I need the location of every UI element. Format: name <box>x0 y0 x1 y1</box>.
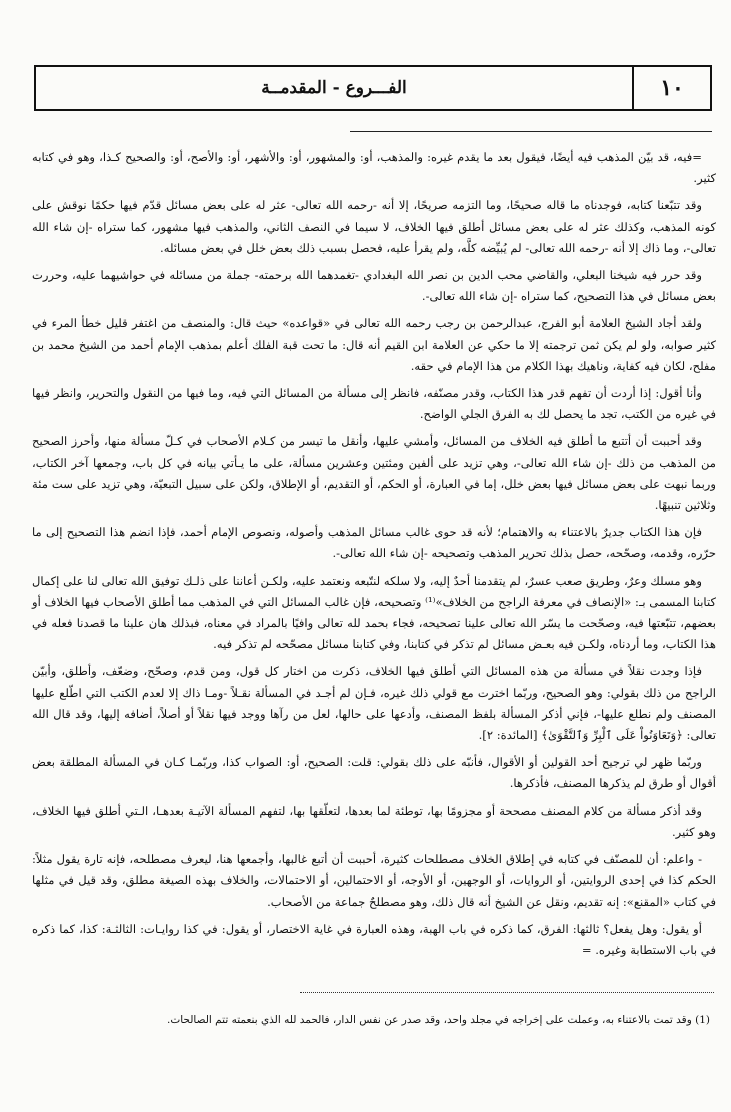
paragraph: ولقد أجاد الشيخ العلامة أبو الفرج، عبدالرحمن بن رجب رحمه الله تعالى في «قواعده» حيث قال: والمنصف من اغتفر قليل خطأ المرء في كثير صوابه، ولو لم يكن ثمن ترجمته إلا ما حكي عن العلامة ابن القيم أنه قال: ما تحت قبة الفلك أعلم بمذهب الإمام أحمد من الشيخ محمد بن مفلح، لكان فيه كفاية، وناهيك بهذا الكلام من هذا الإمام في حقه. <box>32 316 716 373</box>
footnote-separator <box>300 992 714 993</box>
paragraph: =فيه، قد بيّن المذهب فيه أيضًا، فيقول بعد ما يقدم غيره: والمذهب، أو: والمشهور، أو: والأشهر، أو: والأصح، أو: والصحيح كـذا، وهو في كتابه كثير. <box>32 150 716 186</box>
paragraph: وقد أحببت أن أتتبع ما أطلق فيه الخلاف من المسائل، وأمشي عليها، وأنقل ما تيسر من كـلام الأصحاب في كـلّ مسألة منها، وأحرز الصحيح من المذهب من ذلك -إن شاء الله تعالى-، وهي تزيد على ألفين ومئتين وعشرين مسألة، على ما يـأتي بيانه في كل باب، وجمعها آخر الكتاب، وربما نبهت على بعض مسائل فيها بعض خلل، إما في العبارة، أو الحكم، أو التقديم، أو الإطلاق، ولكن على سبيل التبعيّة، وهي تزيد على ست مئة وثلاثين تنبيهًا. <box>32 434 716 513</box>
footnote: (1) وقد تمت بالاعتناء به، وعملت على إخراجه في مجلد واحد، وقد صدر عن نفس الدار، فالحمد لله الذي بنعمته تتم الصالحات. <box>167 1014 710 1026</box>
body-text <box>32 147 716 967</box>
paragraph: وقد تتبّعنا كتابه، فوجدناه ما قاله صحيحًا، وما التزمه صريحًا، إلا أنه -رحمه الله تعالى- عثر له على بعض مسائل قدّم فيها حكمًا نوقش على كونه المذهب، وكذلك عثر له على بعض مسائل أطلق فيها الخلاف، لا سيما في النصف الثاني، والمذهب فيها مشهور، كما ستراه -إن شاء الله تعالى-، وما ذاك إلا أنه -رحمه الله تعالى- لم يُبيِّضه كلَّه، ولم يقرأ عليه، فحصل بسبب ذلك بعض خلل في بعض مسائله. <box>32 198 716 255</box>
running-title: الفـــروع - المقدمــة <box>261 78 407 98</box>
paragraph: فإذا وجدت نقلاً في مسألة من هذه المسائل التي أطلق فيها الخلاف، ذكرت من اختار كل قول، ومن قدم، وصحّح، وضعّف، وأطلق، وأبيّن الراجح من ذلك بقولي: وهو الصحيح، وربّما اخترت مع قولي ذلك غيره، فـإن لم أجـد في المسألة نقـلاً -ومـا ذاك إلا لعدم الكتب التي اطّلع عليها المصنف ولم نطلع عليها-، فإني أذكر المسألة بلفظ المصنف، وأدعها على حالها، لعل من رآها ووجد فيها نقلاً أو أصلاً، أضافه إليها، وقد قال الله تعالى: ﴿وَتَعَاوَنُواْ عَلَى ٱلْبِرِّ وَٱلتَّقْوَىٰ﴾ [المائدة: ٢]. <box>32 664 716 743</box>
paragraph: وقد أذكر مسألة من كلام المصنف مصححة أو مجزومًا بها، توطئة لما بعدها، لتعلّقها بها، لتفهم المسألة الآتيـة بعدهـا، الـتي أطلق فيها الخلاف، وهو كثير. <box>32 803 716 839</box>
paragraph: - واعلم: أن للمصنّف في كتابه في إطلاق الخلاف مصطلحات كثيرة، أحببت أن أتبع غالبها، وأجمعها هنا، ليعرف مصطلحه، فإنه تارة يقول مثلاً: الحكم كذا في إحدى الروايتين، أو الروايات، أو الوجهين، أو الأوجه، أو الاحتمالين، أو الاحتمالات، والخلاف بهذه الصيغة مطلق، وقد قيل في مثلها في كتاب «المقنع»: إنه تقديم، ونقل عن الشيخ أنه قال ذلك، وهو مصطلحٌ جماعة من الأصحاب. <box>32 852 716 909</box>
page-header <box>34 65 712 111</box>
paragraph: وقد حرر فيه شيخنا البعلي، والقاضي محب الدين بن نصر الله البغدادي -تغمدهما الله برحمته- جملة من مسائله في حواشيهما عليه، وحررت بعض مسائل في هذا التصحيح، كما ستراه -إن شاء الله تعالى-. <box>32 268 716 304</box>
paragraph: وأنا أقول: إذا أردت أن تفهم قدر هذا الكتاب، وقدر مصنّفه، فانظر إلى مسألة من المسائل التي فيه، وما فيها من النقول والتحرير، وانظر فيها في غيره من الكتب، تجد ما يحصل لك به الفرق الجلي الواضح. <box>32 386 716 422</box>
paragraph: فإن هذا الكتاب جديرٌ بالاعتناء به والاهتمام؛ لأنه قد حوى غالب مسائل المذهب وأصوله، ونصوص الإمام أحمد، فإذا انضم هذا التصحيح إلى ما حرّره، وقدمه، وصحّحه، حصل بذلك تحرير المذهب وتصحيحه -إن شاء الله تعالى-. <box>32 525 716 561</box>
paragraph: وربّما ظهر لي ترجيح أحد القولين أو الأقوال، فأنبّه على ذلك بقولي: قلت: الصحيح، أو: الصواب كذا، وربّمـا كـان في المسألة المطلقة بعض أقوال أو طرق لم يذكرها المصنف، فأذكرها. <box>32 755 716 791</box>
paragraph: أو يقول: وهل يفعل؟ ثالثها: الفرق، كما ذكره في باب الهبة، وهذه العبارة في غاية الاختصار، أو يقول: في كذا روايـات: الثالثـة: كذا، كما ذكره في باب الاستطابة وغيره. = <box>32 921 716 957</box>
paragraph: وهو مسلك وعرٌ، وطريق صعب عسرٌ، لم يتقدمنا أحدٌ إليه، ولا سلكه لنتّبعه ونعتمد عليه، ولكـن أعاننا على ذلـك توفيق الله تعالى لنا على إكمال كتابنا المسمى بـ: «الإنصاف في معرفة الراجح من الخلاف»⁽¹⁾ وتصحيحه، فإن غالب المسائل التي في المذهب مما أطلق الأصحاب فيها الخلاف أو بعضهم، تتبّعتها فيه، وصحّحت ما يسّر الله تعالى علينا تصحيحه، فجاء بحمد لله تعالى وافيًا بالمراد في معناه، فبذلك هان علينا ما قصدنا فعله في هذا الكتاب، وما أردناه، ولكـن فيه بعـض مسائل لم تذكر في كتابنا، وفي كتابنا مسائل مصحّحه لم تذكر فيه. <box>32 573 716 652</box>
header-rule <box>350 131 712 132</box>
page-number: ١٠ <box>632 67 710 109</box>
